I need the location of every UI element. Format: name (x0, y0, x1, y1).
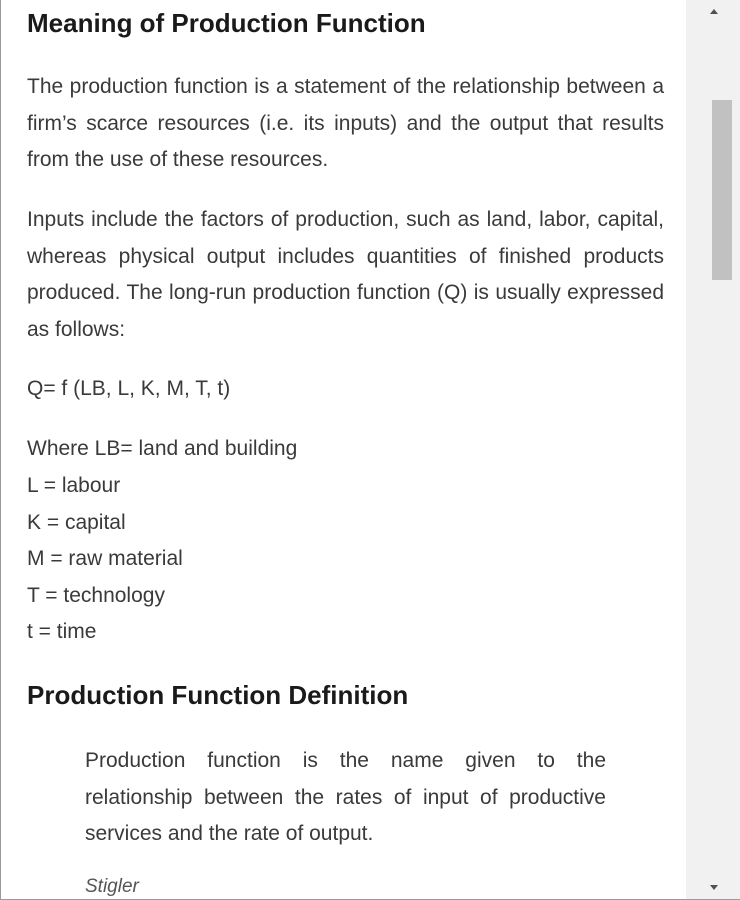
production-function-formula: Q= f (LB, L, K, M, T, t) (27, 377, 231, 400)
definition-blockquote (85, 743, 606, 853)
article-content (1, 0, 686, 900)
heading-production-function-definition: Production Function Definition (27, 680, 409, 710)
scrollbar-thumb[interactable] (712, 100, 732, 280)
heading-meaning-of-production-function: Meaning of Production Function (27, 8, 426, 38)
scroll-down-button[interactable] (686, 876, 740, 898)
variable-definition-k: K = capital (27, 511, 126, 534)
triangle-up-icon (710, 9, 718, 14)
variable-definition-t: T = technology (27, 584, 165, 607)
paragraph-inputs-and-outputs: Inputs include the factors of production, such as land, labor, capital, whereas physical output includes quantities of finished products produced. The long-run production function (Q) is usually expressed as follows: (27, 208, 664, 341)
blockquote-text: Production function is the name given to the relationship between the rates of input of productive services and the rate of output. (85, 749, 606, 845)
quote-author: Stigler (85, 876, 139, 897)
vertical-scrollbar[interactable] (686, 0, 740, 900)
scroll-up-button[interactable] (686, 0, 740, 22)
variable-definition-lb: Where LB= land and building (27, 437, 298, 460)
variable-definition-time: t = time (27, 620, 97, 643)
variable-definition-l: L = labour (27, 474, 121, 497)
variable-definition-m: M = raw material (27, 547, 183, 570)
triangle-down-icon (710, 885, 718, 890)
paragraph-production-function-statement: The production function is a statement of the relationship between a firm’s scarce resources (i.e. its inputs) and the output that results from the use of these resources. (27, 75, 664, 171)
